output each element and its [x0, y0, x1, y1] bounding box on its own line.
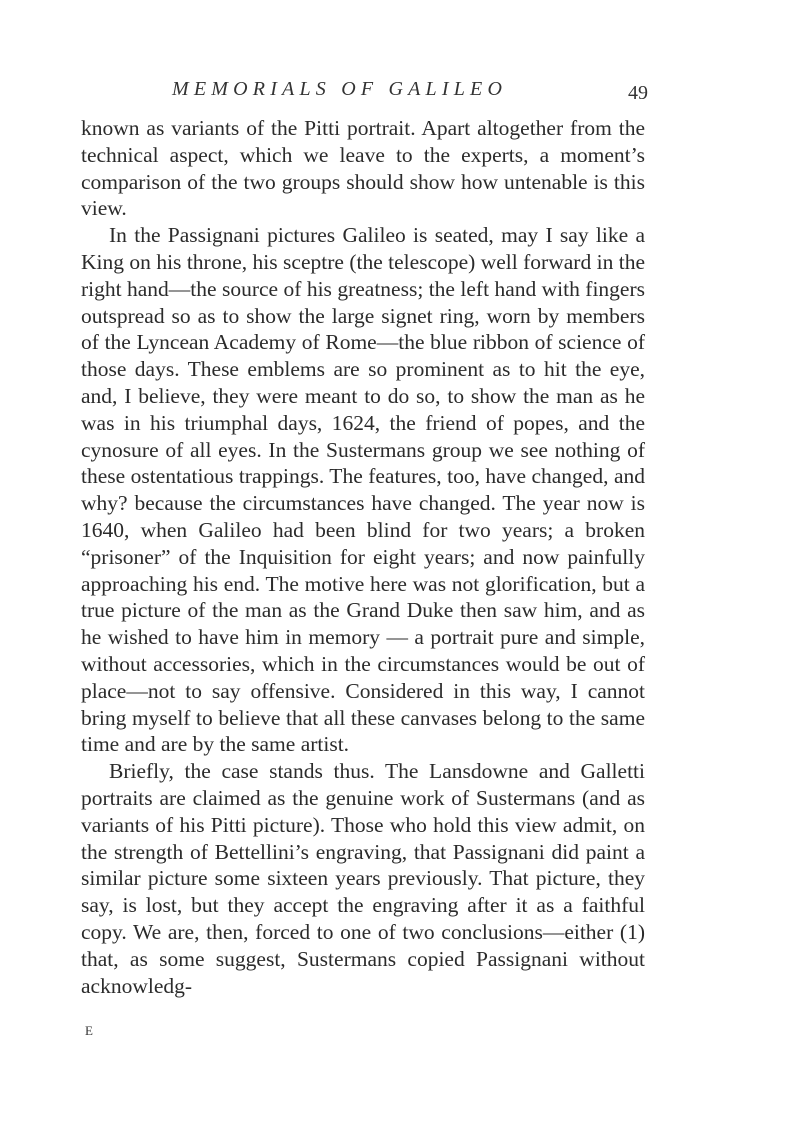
- signature-mark: E: [85, 1023, 93, 1038]
- page-number: 49: [628, 82, 648, 104]
- paragraph-continued: known as variants of the Pitti portrait. Apart altogether from the technical aspect, which we leave to the experts, a moment’s comparison of the two groups should show how untenable is this view.: [81, 116, 645, 221]
- paragraph-passignani: In the Passignani pictures Galileo is seated, may I say like a King on his throne, his sceptre (the telescope) well forward in the right hand—the source of his greatness; the left hand with fingers outspread so as to show the large signet ring, worn by members of the Lyncean Academy of Rome—the blue ribbon of science of those days. These emblems are so prominent as to hit the eye, and, I believe, they were meant to do so, to show the man as he was in his triumphal days, 1624, the friend of popes, and the cynosure of all eyes. In the Sustermans group we see nothing of these ostentatious trappings. The features, too, have changed, and why? because the circumstances have changed. The year now is 1640, when Galileo had been blind for two years; a broken “prisoner” of the Inquisition for eight years; and now painfully approaching his end. The motive here was not glorification, but a true picture of the man as the Grand Duke then saw him, and as he wished to have him in memory — a portrait pure and simple, without accessories, which in the circumstances would be out of place—not to say offensive. Considered in this way, I cannot bring myself to believe that all these canvases belong to the same time and are by the same artist.: [81, 223, 645, 757]
- paragraph-briefly: Briefly, the case stands thus. The Lansdowne and Galletti portraits are claimed as the genuine work of Sustermans (and as variants of his Pitti picture). Those who hold this view admit, on the strength of Bettellini’s engraving, that Passignani did paint a similar picture some sixteen years previously. That picture, they say, is lost, but they accept the engraving after it as a faithful copy. We are, then, forced to one of two conclusions—either (1) that, as some suggest, Sustermans copied Passignani without acknowledg-: [81, 759, 645, 998]
- body-text: [81, 115, 645, 999]
- running-head: MEMORIALS OF GALILEO: [172, 78, 508, 100]
